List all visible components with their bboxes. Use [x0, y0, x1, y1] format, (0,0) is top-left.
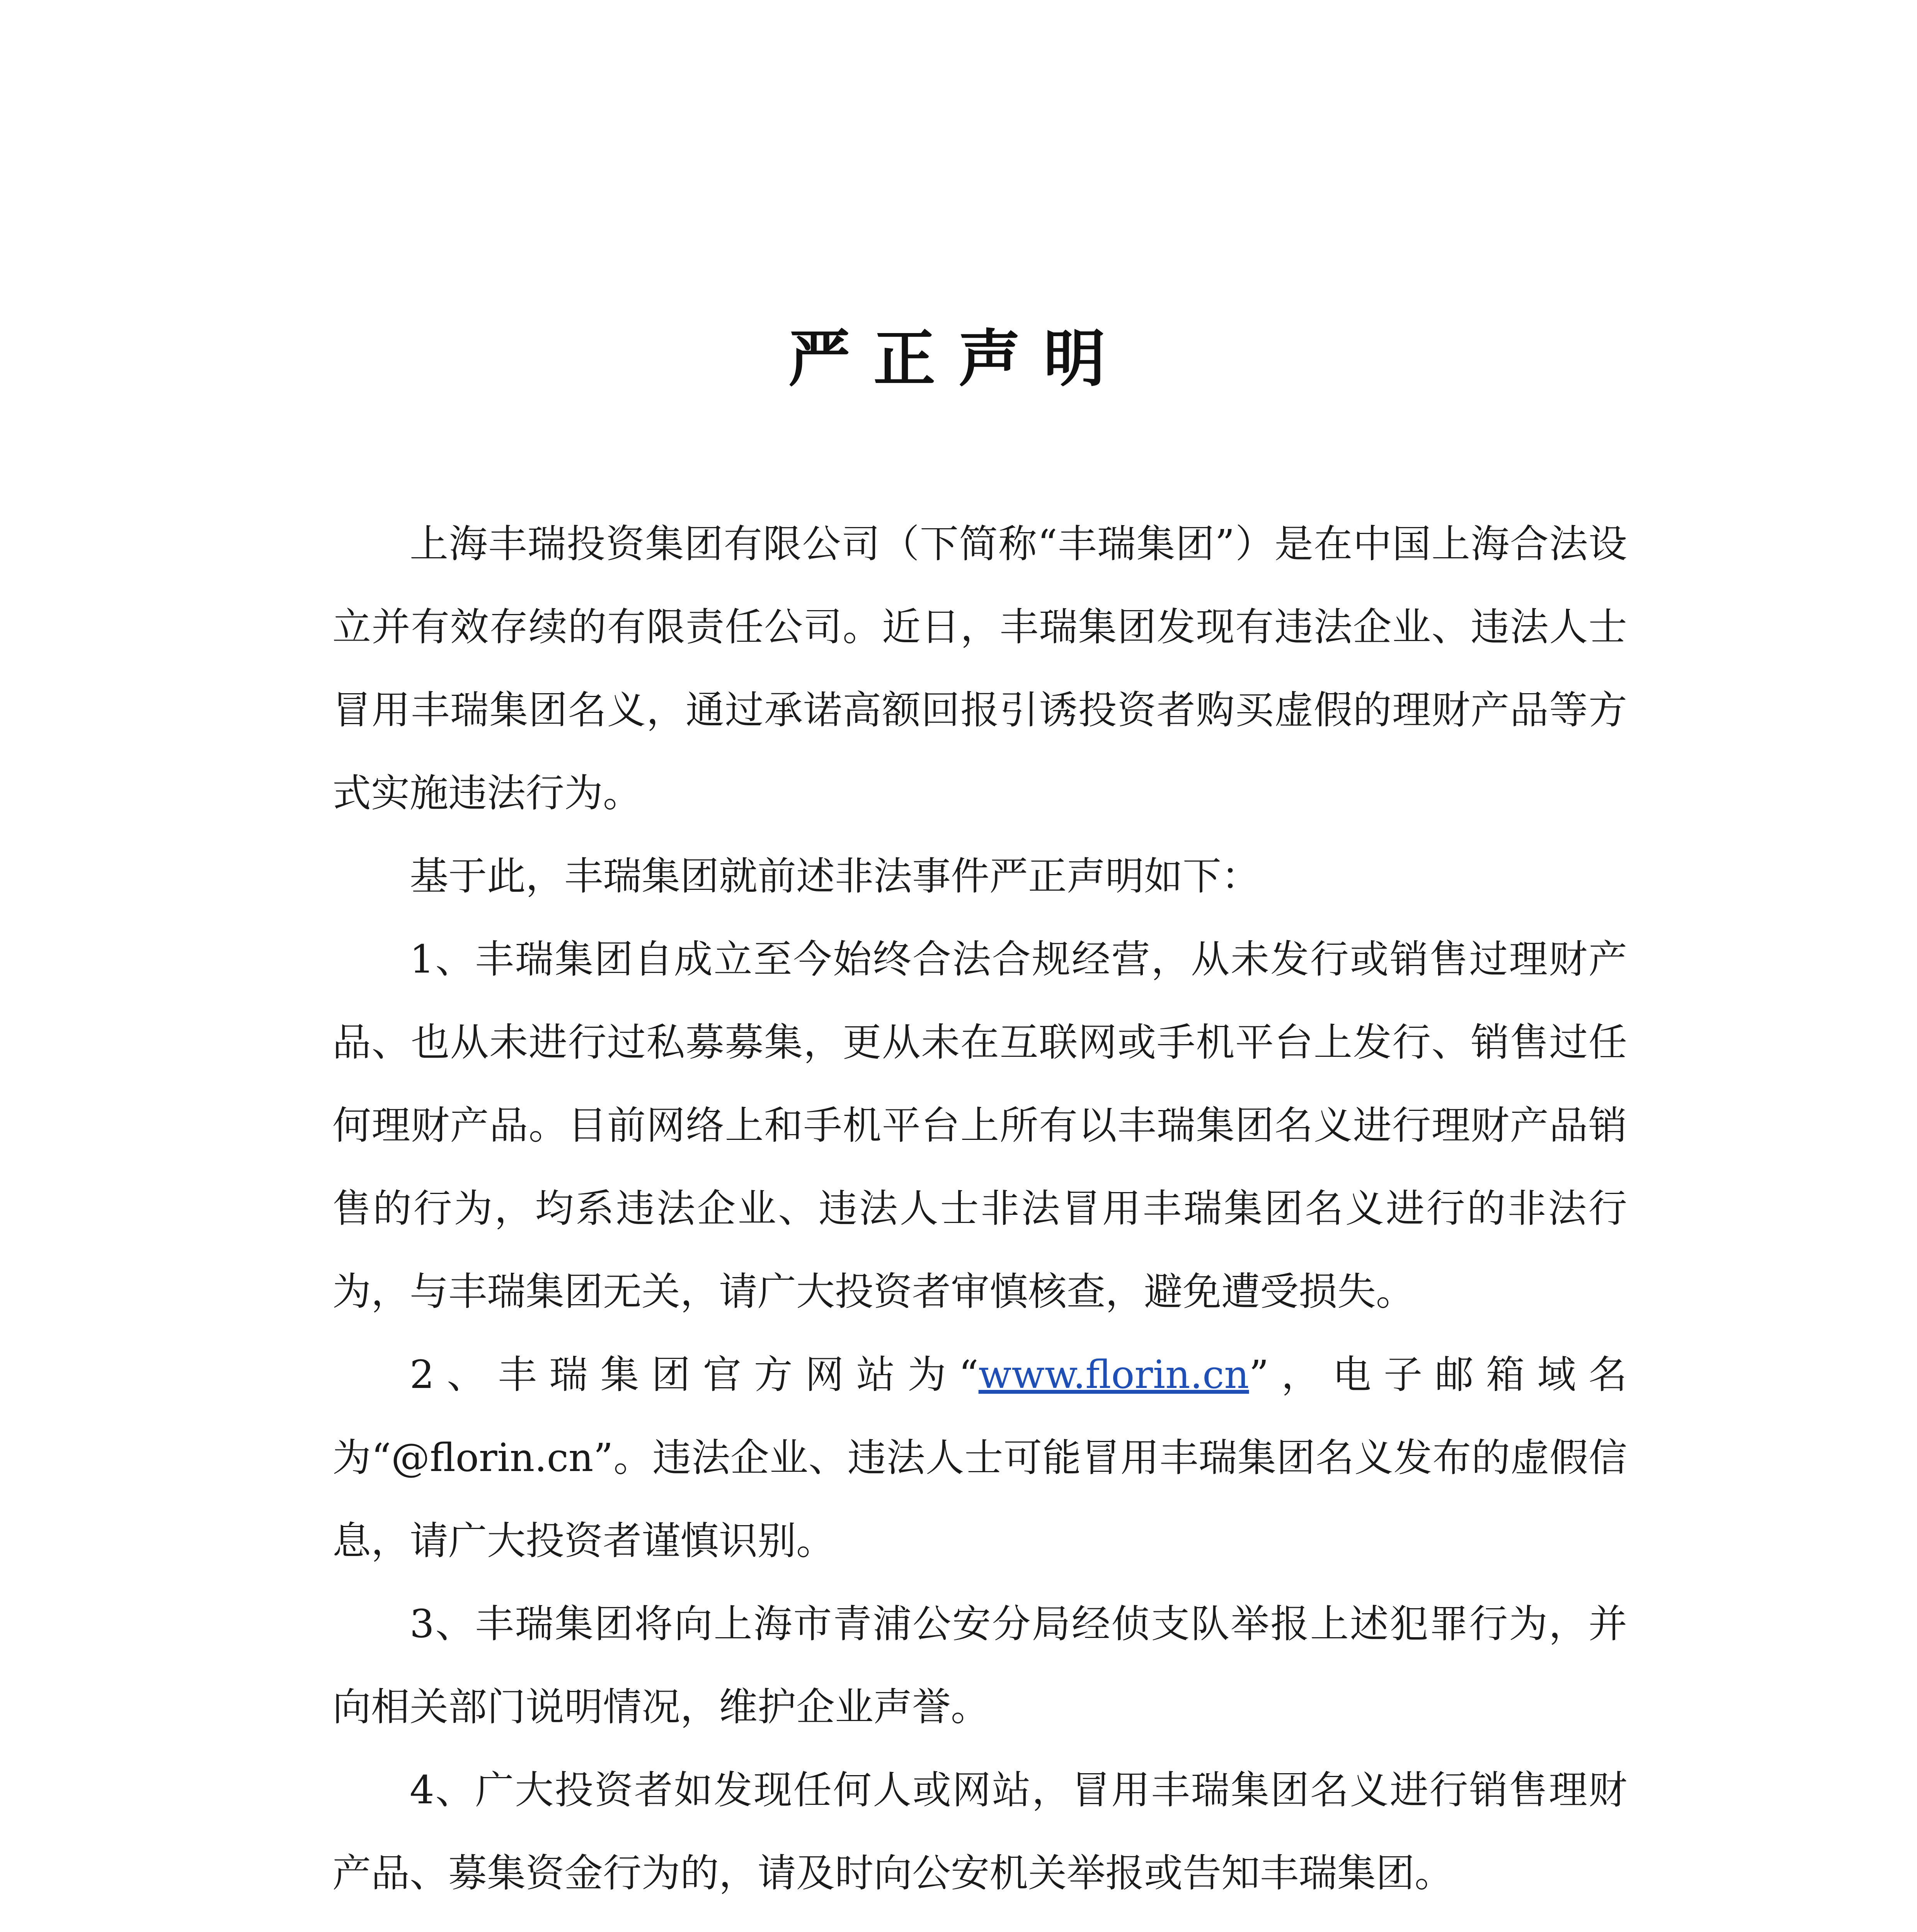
item-2-suffix: ”，电子邮箱域名为“@florin.cn”。违法企业、违法人士可能冒用丰瑞集团名义发布的虚假信息，请广大投资者谨慎识别。: [332, 1352, 1628, 1563]
item-1-paragraph: 1、丰瑞集团自成立至今始终合法合规经营，从未发行或销售过理财产品、也从未进行过私募募集，更从未在互联网或手机平台上发行、销售过任何理财产品。目前网络上和手机平台上所有以丰瑞集团名义进行理财产品销售的行为，均系违法企业、违法人士非法冒用丰瑞集团名义进行的非法行为，与丰瑞集团无关，请广大投资者审慎核查，避免遭受损失。: [332, 937, 1627, 1314]
item-4-paragraph: 4、广大投资者如发现任何人或网站，冒用丰瑞集团名义进行销售理财产品、募集资金行为的，请及时向公安机关举报或告知丰瑞集团。: [332, 1767, 1627, 1896]
item-3-paragraph: 3、丰瑞集团将向上海市青浦公安分局经侦支队举报上述犯罪行为，并向相关部门说明情况，维护企业声誉。: [332, 1601, 1627, 1730]
item-2-prefix: 2、丰瑞集团官方网站为“: [410, 1352, 979, 1397]
official-website-link[interactable]: www.florin.cn: [978, 1352, 1249, 1397]
item-5-paragraph: [332, 1915, 1627, 1932]
page-title: 严正声明: [788, 323, 1129, 395]
lead-paragraph: 基于此，丰瑞集团就前述非法事件严正声明如下：: [410, 854, 1260, 899]
item-2-paragraph: [332, 1333, 1627, 1582]
intro-paragraph: 上海丰瑞投资集团有限公司（下简称“丰瑞集团”）是在中国上海合法设立并有效存续的有限责任公司。近日，丰瑞集团发现有违法企业、违法人士冒用丰瑞集团名义，通过承诺高额回报引诱投资者购买虚假的理财产品等方式实施违法行为。: [332, 521, 1627, 816]
statement-body: [332, 502, 1627, 1932]
